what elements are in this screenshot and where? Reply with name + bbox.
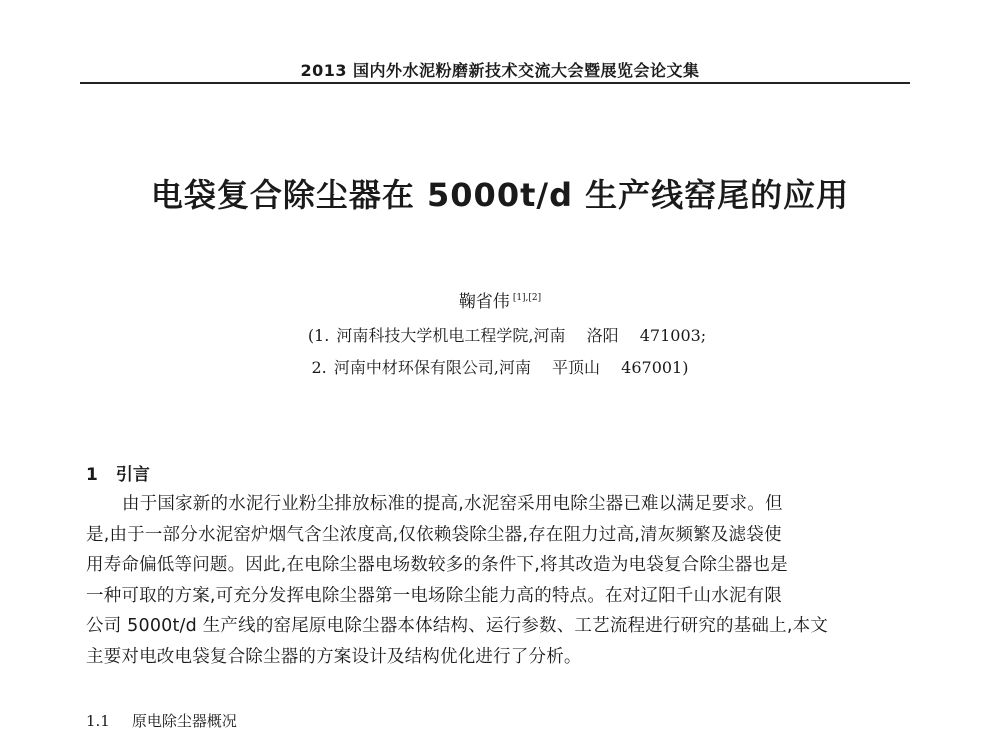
affiliation-1-prefix: (1. [307, 326, 330, 345]
paragraph-line: 主要对电改电袋复合除尘器的方案设计及结构优化进行了分析。 [86, 646, 582, 667]
paragraph-line: 一种可取的方案,可充分发挥电除尘器第一电场除尘能力高的特点。在对辽阳千山水泥有限 [86, 585, 783, 606]
affiliation-2 [0, 355, 1000, 378]
affiliation-2-prefix: 2. [311, 358, 327, 377]
paper-title: 电袋复合除尘器在 5000t/d 生产线窑尾的应用 [150, 176, 850, 214]
affiliation-1-city: 洛阳 [586, 326, 619, 345]
affiliation-2-code: 467001) [621, 358, 689, 377]
section-title: 引言 [115, 465, 150, 485]
section-number: 1 [86, 465, 98, 485]
author [0, 287, 1000, 312]
affiliation-2-org: 河南中材环保有限公司,河南 [333, 358, 531, 377]
section-heading-1 [86, 460, 150, 485]
subsection-number: 1.1 [86, 712, 110, 730]
affiliation-1 [0, 323, 1000, 346]
subsection-heading-1-1 [86, 710, 237, 731]
section-1-body [86, 489, 914, 672]
subsection-title: 原电除尘器概况 [131, 712, 237, 730]
affiliation-1-org: 河南科技大学机电工程学院,河南 [336, 326, 566, 345]
paragraph-line: 由于国家新的水泥行业粉尘排放标准的提高,水泥窑采用电除尘器已难以满足要求。但 [122, 494, 783, 514]
paragraph-line: 是,由于一部分水泥窑炉烟气含尘浓度高,仅依赖袋除尘器,存在阻力过高,清灰频繁及滤袋使 [86, 524, 782, 545]
affiliation-1-code: 471003; [639, 326, 707, 345]
author-name: 鞠省伟 [458, 292, 510, 312]
header-rule [80, 82, 910, 84]
paragraph-line: 公司 5000t/d 生产线的窑尾原电除尘器本体结构、运行参数、工艺流程进行研究的基础上,本文 [86, 616, 828, 636]
paragraph-line: 用寿命偏低等问题。因此,在电除尘器电场数较多的条件下,将其改造为电袋复合除尘器也是 [86, 555, 788, 575]
affiliation-2-city: 平顶山 [552, 358, 601, 377]
running-header: 2013 国内外水泥粉磨新技术交流大会暨展览会论文集 [300, 61, 700, 80]
author-affiliation-marks: [1],[2] [512, 293, 542, 303]
